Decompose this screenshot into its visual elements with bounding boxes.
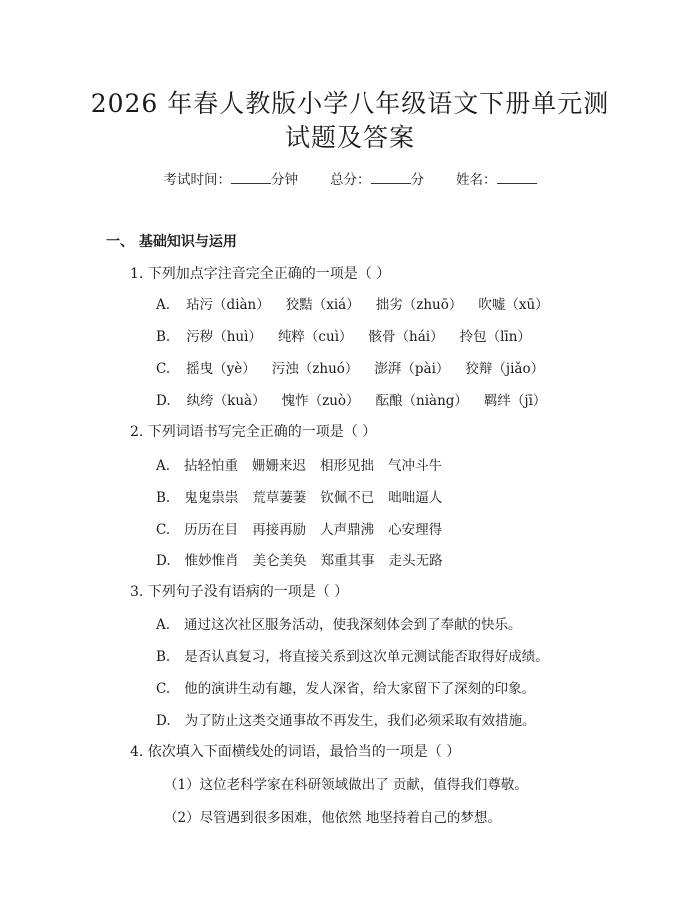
- q2-option-c: [156, 518, 456, 538]
- time-unit: 分钟: [271, 172, 298, 188]
- q3-option-c: [156, 677, 535, 697]
- question-2-stem: 2. 下列词语书写完全正确的一项是（ ）: [130, 424, 377, 440]
- score-label: 总分：: [330, 172, 371, 188]
- option-word: 狡黠（xiá）: [285, 297, 360, 313]
- time-blank[interactable]: [231, 182, 271, 184]
- section-heading: 一、 基础知识与运用: [106, 234, 237, 250]
- option-word: 美仑美奂: [252, 553, 307, 569]
- q1-option-d: [156, 389, 562, 409]
- name-label: 姓名：: [456, 172, 497, 188]
- option-letter: C.: [156, 522, 171, 538]
- name-blank[interactable]: [497, 182, 537, 184]
- option-word: 咄咄逼人: [388, 490, 443, 506]
- page-title-line1: 2026 年春人教版小学八年级语文下册单元测: [90, 89, 610, 118]
- q3-option-b: [156, 645, 549, 665]
- option-word: 拙劣（zhuō）: [375, 297, 463, 313]
- option-word: 相形见拙: [320, 458, 375, 474]
- question-3-stem: 3. 下列句子没有语病的一项是（ ）: [130, 584, 349, 600]
- option-word: 钦佩不已: [320, 490, 375, 506]
- option-letter: D.: [156, 393, 171, 409]
- option-word: 骸骨（hái）: [368, 329, 444, 345]
- option-letter: B.: [156, 329, 171, 345]
- q3-option-d: [156, 709, 536, 729]
- q3-option-a: [156, 613, 522, 633]
- option-text: 是否认真复习，将直接关系到这次单元测试能否取得好成绩。: [184, 649, 549, 665]
- q2-option-a: [156, 454, 456, 474]
- option-text: 他的演讲生动有趣，发人深省，给大家留下了深刻的印象。: [184, 681, 536, 697]
- q2-option-b: [156, 486, 456, 506]
- exam-info-line: [0, 168, 700, 188]
- option-word: 纯粹（cuì）: [277, 329, 353, 345]
- option-word: 郑重其事: [320, 553, 375, 569]
- option-word: 澎湃（pài）: [374, 361, 450, 377]
- option-word: 纨绔（kuà）: [186, 393, 266, 409]
- time-label: 考试时间：: [163, 172, 231, 188]
- option-word: 拎包（līn）: [459, 329, 531, 345]
- option-word: 吹嘘（xū）: [478, 297, 549, 313]
- q2-option-d: [156, 549, 457, 569]
- option-word: 污浊（zhuó）: [271, 361, 359, 377]
- q4-sub-1: （1）这位老科学家在科研领域做出了 贡献，值得我们尊敬。: [164, 777, 528, 793]
- option-word: 姗姗来迟: [252, 458, 307, 474]
- score-unit: 分: [410, 172, 424, 188]
- q4-sub-2: （2）尽管遇到很多困难，他依然 地坚持着自己的梦想。: [164, 810, 501, 826]
- option-word: 走头无路: [388, 553, 443, 569]
- question-1-stem: 1. 下列加点字注音完全正确的一项是（ ）: [130, 266, 391, 282]
- option-word: 心安理得: [388, 522, 443, 538]
- option-letter: A.: [156, 617, 171, 633]
- page-title-line2: 试题及答案: [284, 123, 415, 152]
- option-letter: C.: [156, 361, 171, 377]
- q1-option-a: [156, 293, 565, 313]
- option-text: 通过这次社区服务活动，使我深刻体会到了奉献的快乐。: [184, 617, 522, 633]
- option-letter: B.: [156, 490, 171, 506]
- option-word: 再接再励: [252, 522, 307, 538]
- option-word: 惟妙惟肖: [184, 553, 239, 569]
- option-word: 拈轻怕重: [184, 458, 239, 474]
- option-letter: D.: [156, 713, 171, 729]
- option-word: 人声鼎沸: [320, 522, 375, 538]
- option-word: 愧怍（zuò）: [281, 393, 360, 409]
- q1-option-c: [156, 357, 560, 377]
- q1-option-b: [156, 325, 547, 345]
- option-word: 狡辩（jiǎo）: [465, 361, 545, 377]
- option-letter: A.: [156, 458, 171, 474]
- option-word: 羁绊（jī）: [483, 393, 547, 409]
- option-word: 污秽（huì）: [186, 329, 262, 345]
- option-letter: C.: [156, 681, 171, 697]
- option-word: 历历在目: [184, 522, 239, 538]
- option-word: 荒草萋萋: [252, 490, 307, 506]
- option-word: 酝酿（niàng）: [375, 393, 468, 409]
- option-word: 鬼鬼祟祟: [184, 490, 239, 506]
- option-word: 气冲斗牛: [388, 458, 443, 474]
- option-word: 摇曳（yè）: [186, 361, 256, 377]
- option-text: 为了防止这类交通事故不再发生，我们必须采取有效措施。: [184, 713, 536, 729]
- option-letter: D.: [156, 553, 171, 569]
- option-letter: A.: [156, 297, 171, 313]
- question-4-stem: 4. 依次填入下面横线处的词语，最恰当的一项是（ ）: [130, 744, 461, 760]
- option-word: 玷污（diàn）: [186, 297, 270, 313]
- score-blank[interactable]: [371, 182, 411, 184]
- option-letter: B.: [156, 649, 171, 665]
